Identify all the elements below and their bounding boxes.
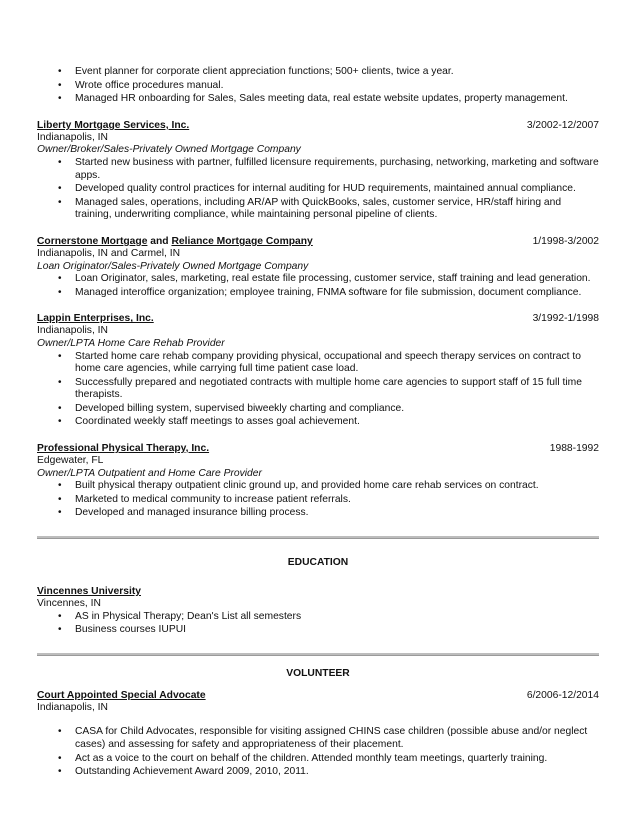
job-title: Owner/Broker/Sales-Privately Owned Mortgage Company: [37, 144, 301, 156]
job-header: [37, 119, 599, 132]
job-header: [37, 312, 599, 325]
job-dates: 1/1998-3/2002: [532, 235, 599, 247]
job-title: Owner/LPTA Outpatient and Home Care Provider: [37, 467, 262, 479]
list-item: • Built physical therapy outpatient clinic ground up, and provided home care rehab services on contract.: [37, 480, 599, 493]
company-name: Cornerstone Mortgage: [37, 235, 148, 247]
list-item: • Started home care rehab company providing physical, occupational and speech therapy services on contract to home care agencies, while carrying full time patient case load.: [37, 351, 599, 376]
job-dates: 3/1992-1/1998: [532, 313, 599, 325]
list-item: • Outstanding Achievement Award 2009, 2010, 2011.: [37, 766, 599, 779]
job-bullet-list: [37, 157, 599, 222]
job-dates: 1988-1992: [549, 443, 599, 455]
company-name: Reliance Mortgage Company: [171, 235, 313, 247]
school-header: [37, 585, 599, 598]
list-item: • Managed HR onboarding for Sales, Sales meeting data, real estate website updates, property management.: [37, 93, 599, 106]
company-name: Lappin Enterprises, Inc.: [37, 313, 154, 325]
list-item: • CASA for Child Advocates, responsible for visiting assigned CHINS case children (possible abuse and/or neglect cases) and assessing for safety and appropriateness of their placement.: [37, 726, 599, 751]
job-location: Edgewater, FL: [37, 455, 104, 467]
job-title: Loan Originator/Sales-Privately Owned Mortgage Company: [37, 260, 309, 272]
list-item: • Managed interoffice organization; employee training, FNMA software for file submission, document compliance.: [37, 287, 599, 300]
job-title: Owner/LPTA Home Care Rehab Provider: [37, 337, 225, 349]
job-header: [37, 235, 599, 248]
job-professional-pt: [37, 442, 599, 520]
list-item: • Developed and managed insurance billing process.: [37, 507, 599, 520]
volunteer-heading: VOLUNTEER: [286, 667, 350, 679]
list-item: • Wrote office procedures manual.: [37, 80, 599, 93]
list-item: • Marketed to medical community to increase patient referrals.: [37, 494, 599, 507]
section-divider: [37, 536, 599, 539]
volunteer-entry: [37, 689, 599, 779]
section-divider: [37, 653, 599, 656]
list-item: • Act as a voice to the court on behalf of the children. Attended monthly team meetings, quarterly training.: [37, 753, 599, 766]
list-item: • Successfully prepared and negotiated contracts with multiple home care agencies to support staff of 15 full time therapists.: [37, 377, 599, 402]
intro-bullet-list: [37, 66, 599, 106]
job-location: Indianapolis, IN: [37, 325, 108, 337]
job-bullet-list: [37, 480, 599, 520]
company-name: Professional Physical Therapy, Inc.: [37, 443, 210, 455]
job-cornerstone-reliance: [37, 235, 599, 299]
list-item: • Business courses IUPUI: [37, 624, 599, 637]
job-location: Indianapolis, IN: [37, 131, 108, 143]
education-entry: [37, 585, 599, 637]
volunteer-dates: 6/2006-12/2014: [526, 689, 599, 701]
list-item: • Developed billing system, supervised biweekly charting and compliance.: [37, 403, 599, 416]
volunteer-location: Indianapolis, IN: [37, 701, 108, 713]
company-name: Liberty Mortgage Services, Inc.: [37, 119, 190, 131]
job-bullet-list: [37, 273, 599, 299]
list-item: • Managed sales, operations, including AR/AP with QuickBooks, sales, customer service, HR/staff hiring and training, underwriting compliance, while maintaining personal pipeline of clients.: [37, 197, 599, 222]
list-item: • AS in Physical Therapy; Dean's List all semesters: [37, 611, 599, 624]
school-location: Vincennes, IN: [37, 598, 101, 610]
job-header: [37, 442, 599, 455]
job-location: Indianapolis, IN and Carmel, IN: [37, 247, 181, 259]
school-name: Vincennes University: [37, 586, 141, 598]
resume-page: [37, 66, 599, 780]
volunteer-bullet-list: [37, 726, 599, 778]
list-item: • Loan Originator, sales, marketing, real estate file processing, customer service, staff training and lead generation.: [37, 273, 599, 286]
company-joiner: and: [147, 235, 172, 247]
education-heading: EDUCATION: [287, 557, 349, 569]
volunteer-header: [37, 689, 599, 702]
education-bullet-list: [37, 611, 599, 637]
job-bullet-list: [37, 351, 599, 430]
list-item: • Developed quality control practices for internal auditing for HUD requirements, maintained annual compliance.: [37, 183, 599, 196]
list-item: • Event planner for corporate client appreciation functions; 500+ clients, twice a year.: [37, 66, 599, 79]
list-item: • Started new business with partner, fulfilled licensure requirements, purchasing, networking, marketing and software apps.: [37, 157, 599, 182]
job-lappin-enterprises: [37, 312, 599, 429]
job-dates: 3/2002-12/2007: [526, 119, 599, 131]
job-liberty-mortgage: [37, 119, 599, 222]
volunteer-org: Court Appointed Special Advocate: [37, 689, 206, 701]
list-item: • Coordinated weekly staff meetings to asses goal achievement.: [37, 416, 599, 429]
